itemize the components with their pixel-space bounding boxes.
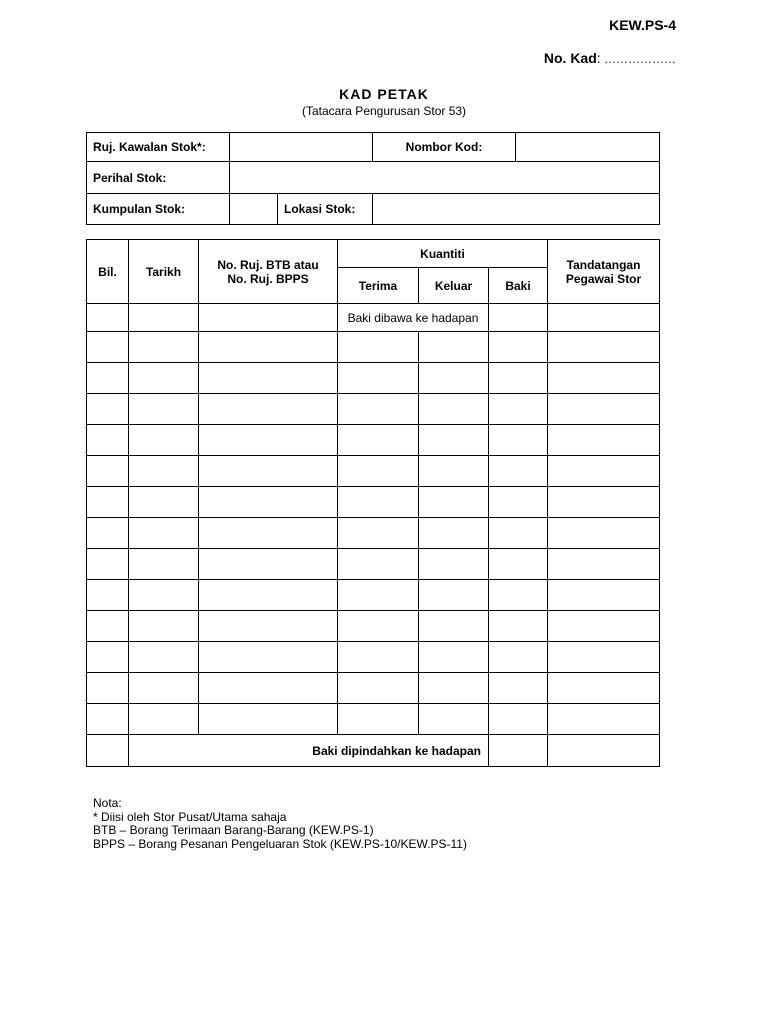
table-cell[interactable]: [87, 704, 129, 735]
table-cell[interactable]: [199, 611, 338, 642]
brought-forward-row: [87, 304, 660, 332]
table-cell[interactable]: [338, 704, 419, 735]
tandatangan-header: [548, 240, 660, 304]
table-cell[interactable]: [199, 704, 338, 735]
table-cell[interactable]: [199, 332, 338, 363]
table-cell[interactable]: [489, 425, 548, 456]
table-cell[interactable]: [87, 394, 129, 425]
perihal-label: Perihal Stok:: [87, 162, 230, 194]
table-cell[interactable]: [489, 549, 548, 580]
table-cell[interactable]: [87, 549, 129, 580]
table-cell[interactable]: [338, 673, 419, 704]
lokasi-label: Lokasi Stok:: [278, 194, 373, 225]
table-cell[interactable]: [489, 332, 548, 363]
table-cell[interactable]: [419, 425, 489, 456]
perihal-field[interactable]: [230, 162, 660, 194]
form-code: KEW.PS-4: [609, 17, 676, 33]
table-row: [87, 487, 660, 518]
table-cell[interactable]: [489, 487, 548, 518]
table-cell[interactable]: [548, 487, 660, 518]
table-row: [87, 673, 660, 704]
table-row: [87, 642, 660, 673]
table-cell[interactable]: [129, 456, 199, 487]
table-row: [87, 518, 660, 549]
tandatangan-header-line1: Tandatangan: [566, 257, 641, 272]
table-cell[interactable]: [548, 456, 660, 487]
table-row: [87, 549, 660, 580]
note-line: * Diisi oleh Stor Pusat/Utama sahaja: [93, 809, 287, 824]
table-cell[interactable]: [548, 611, 660, 642]
no-ruj-header-line1: No. Ruj. BTB atau: [217, 257, 319, 272]
notes-heading: Nota:: [93, 796, 122, 810]
table-cell[interactable]: [419, 456, 489, 487]
table-cell[interactable]: [129, 673, 199, 704]
table-cell[interactable]: [338, 363, 419, 394]
table-header-row: [87, 240, 660, 268]
table-cell[interactable]: [338, 642, 419, 673]
table-cell[interactable]: [548, 363, 660, 394]
table-cell[interactable]: [489, 304, 548, 332]
note-line: BPPS – Borang Pesanan Pengeluaran Stok (KEW.PS-10/KEW.PS-11): [93, 836, 467, 851]
table-cell[interactable]: [489, 518, 548, 549]
table-cell[interactable]: [548, 394, 660, 425]
table-cell[interactable]: [548, 673, 660, 704]
table-cell[interactable]: [489, 735, 548, 767]
carried-forward-row: [87, 735, 660, 767]
table-row: [87, 456, 660, 487]
table-cell[interactable]: [489, 580, 548, 611]
carried-forward-label: Baki dipindahkan ke hadapan: [129, 735, 489, 767]
table-cell[interactable]: [87, 425, 129, 456]
table-cell[interactable]: [548, 549, 660, 580]
table-cell[interactable]: [489, 704, 548, 735]
table-cell[interactable]: [419, 487, 489, 518]
table-cell[interactable]: [87, 363, 129, 394]
table-cell[interactable]: [419, 549, 489, 580]
table-row: [87, 580, 660, 611]
table-cell[interactable]: [87, 456, 129, 487]
table-cell[interactable]: [548, 332, 660, 363]
page-subtitle: (Tatacara Pengurusan Stor 53): [301, 104, 467, 118]
table-cell[interactable]: [87, 611, 129, 642]
note-line: BTB – Borang Terimaan Barang-Barang (KEW.PS-1): [93, 823, 374, 837]
card-number-field[interactable]: ………………: [600, 52, 676, 66]
notes: [93, 797, 467, 851]
table-cell[interactable]: [489, 394, 548, 425]
table-cell[interactable]: [548, 304, 660, 332]
table-cell[interactable]: [338, 425, 419, 456]
table-cell[interactable]: [489, 363, 548, 394]
brought-forward-label: Baki dibawa ke hadapan: [338, 304, 489, 332]
table-cell[interactable]: [199, 487, 338, 518]
page-title: KAD PETAK: [339, 86, 429, 102]
no-ruj-header-line2: No. Ruj. BPPS: [227, 271, 309, 286]
table-cell[interactable]: [548, 580, 660, 611]
table-cell[interactable]: [548, 735, 660, 767]
table-row: [87, 363, 660, 394]
table-cell[interactable]: [489, 642, 548, 673]
nombor-kod-label: Nombor Kod:: [373, 133, 516, 162]
table-cell[interactable]: [199, 363, 338, 394]
kumpulan-label: Kumpulan Stok:: [87, 194, 230, 225]
table-cell[interactable]: [548, 518, 660, 549]
table-cell[interactable]: [199, 394, 338, 425]
nombor-kod-field[interactable]: [516, 133, 660, 162]
table-cell[interactable]: [87, 332, 129, 363]
ruj-kawalan-label: Ruj. Kawalan Stok*:: [87, 133, 230, 162]
no-ruj-header: [199, 240, 338, 304]
table-cell[interactable]: [129, 363, 199, 394]
kuantiti-header: Kuantiti: [338, 240, 548, 268]
table-cell[interactable]: [129, 518, 199, 549]
table-cell[interactable]: [87, 673, 129, 704]
table-row: [87, 133, 660, 162]
table-cell[interactable]: [338, 580, 419, 611]
bil-header: Bil.: [87, 240, 129, 304]
table-cell[interactable]: [129, 425, 199, 456]
card-number-label: No. Kad: [543, 50, 597, 66]
table-cell[interactable]: [338, 611, 419, 642]
baki-header: Baki: [489, 268, 548, 304]
card-number-colon: :: [596, 50, 601, 66]
table-cell[interactable]: [129, 580, 199, 611]
table-cell[interactable]: [548, 642, 660, 673]
keluar-header: Keluar: [419, 268, 489, 304]
table-cell[interactable]: [129, 642, 199, 673]
tarikh-header: Tarikh: [129, 240, 199, 304]
table-cell[interactable]: [338, 518, 419, 549]
table-cell[interactable]: [87, 518, 129, 549]
table-row: [87, 611, 660, 642]
table-cell[interactable]: [199, 518, 338, 549]
table-cell[interactable]: [419, 518, 489, 549]
table-cell[interactable]: [338, 394, 419, 425]
table-cell[interactable]: [419, 332, 489, 363]
table-cell[interactable]: [199, 304, 338, 332]
table-cell[interactable]: [419, 673, 489, 704]
table-cell[interactable]: [199, 642, 338, 673]
table-row: [87, 425, 660, 456]
table-cell[interactable]: [419, 580, 489, 611]
table-cell[interactable]: [548, 704, 660, 735]
table-cell[interactable]: [129, 611, 199, 642]
table-cell[interactable]: [129, 487, 199, 518]
card-number: [544, 50, 676, 66]
table-cell[interactable]: [338, 332, 419, 363]
table-cell[interactable]: [489, 456, 548, 487]
table-cell[interactable]: [87, 735, 129, 767]
table-cell[interactable]: [548, 425, 660, 456]
table-cell[interactable]: [87, 304, 129, 332]
table-cell[interactable]: [129, 332, 199, 363]
tandatangan-header-line2: Pegawai Stor: [565, 271, 642, 286]
table-cell[interactable]: [489, 611, 548, 642]
table-row: [87, 704, 660, 735]
table-cell[interactable]: [199, 425, 338, 456]
table-cell[interactable]: [419, 642, 489, 673]
table-cell[interactable]: [129, 704, 199, 735]
terima-header: Terima: [338, 268, 419, 304]
table-cell[interactable]: [129, 304, 199, 332]
table-cell[interactable]: [129, 549, 199, 580]
table-cell[interactable]: [87, 580, 129, 611]
table-cell[interactable]: [338, 456, 419, 487]
table-cell[interactable]: [419, 611, 489, 642]
stock-ledger-table: [86, 239, 660, 767]
table-cell[interactable]: [419, 394, 489, 425]
table-cell[interactable]: [419, 704, 489, 735]
table-cell[interactable]: [338, 487, 419, 518]
table-cell[interactable]: [199, 456, 338, 487]
table-cell[interactable]: [419, 363, 489, 394]
table-cell[interactable]: [338, 549, 419, 580]
table-row: [87, 162, 660, 194]
lokasi-field[interactable]: [373, 194, 660, 225]
table-row: [87, 394, 660, 425]
stock-info-table: [86, 132, 660, 225]
table-row: [87, 332, 660, 363]
table-cell[interactable]: [199, 549, 338, 580]
kumpulan-field[interactable]: [230, 194, 278, 225]
table-cell[interactable]: [87, 487, 129, 518]
table-cell[interactable]: [87, 642, 129, 673]
table-cell[interactable]: [489, 673, 548, 704]
table-row: [87, 194, 660, 225]
table-cell[interactable]: [199, 580, 338, 611]
table-cell[interactable]: [129, 394, 199, 425]
ruj-kawalan-field[interactable]: [230, 133, 373, 162]
table-cell[interactable]: [199, 673, 338, 704]
